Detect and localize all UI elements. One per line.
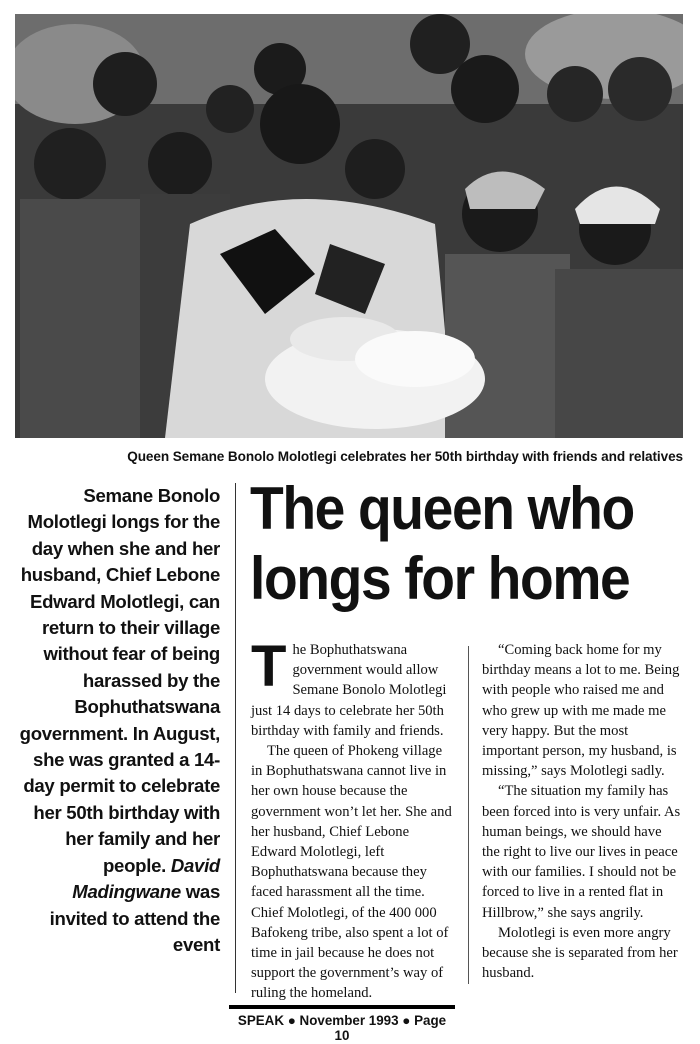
article-column-2 bbox=[482, 640, 682, 983]
headline bbox=[250, 474, 655, 614]
standfirst-ending: was invited to attend the event bbox=[49, 881, 220, 955]
standfirst bbox=[10, 483, 220, 958]
drop-cap: T bbox=[251, 634, 287, 699]
paragraph: The queen of Phokeng village in Bophuthatswana cannot live in her own house because the government won’t let her. She and her husband, Chief Lebone Edward Molotlegi, left Bophuthatswana because they faced harassment all the time. Chief Molotlegi, of the 400 000 Bafokeng tribe, also spent a lot of time in jail because he does not support the government’s way of ruling the homeland. bbox=[251, 743, 452, 1002]
column-divider bbox=[468, 646, 469, 984]
headline-line-2: longs for home bbox=[250, 545, 630, 612]
article-column-1 bbox=[251, 634, 456, 1004]
group-photo bbox=[15, 14, 683, 438]
paragraph: “Coming back home for my birthday means a lot to me. Being with people who raised me and who grew up with me made me very happy. But the most important person, my husband, is missing,” says Molotlegi sadly. bbox=[482, 642, 680, 780]
byline: David Madingwane bbox=[72, 854, 220, 903]
paragraph: “The situation my family has been forced into is very unfair. As human beings, we should have the right to live our lives in peace with our families. I should not be forced to live in a rented flat in Hillbrow,” she says angrily. bbox=[482, 783, 681, 921]
photo-caption: Queen Semane Bonolo Molotlegi celebrates her 50th birthday with friends and relatives bbox=[127, 449, 683, 464]
headline-line-1: The queen who bbox=[250, 475, 634, 542]
standfirst-text: Semane Bonolo Molotlegi longs for the day when she and her husband, Chief Lebone Edward Molotlegi, can return to their village without fear of being harassed by the Bophuthatswana government. In August, she was granted a 14-day permit to celebrate her 50th birthday with her family and her people. bbox=[19, 485, 220, 876]
page-footer: SPEAK ● November 1993 ● Page 10 bbox=[237, 1013, 447, 1043]
footer-bar bbox=[229, 1005, 455, 1009]
vertical-divider bbox=[235, 483, 236, 993]
paragraph bbox=[251, 634, 456, 741]
paragraph: Molotlegi is even more angry because she is separated from her husband. bbox=[482, 924, 678, 982]
paragraph-text: he Bophuthatswana government would allow Semane Bonolo Molotlegi just 14 days to celebrate her 50th birthday with family and friends. bbox=[251, 642, 447, 739]
photo-illustration bbox=[15, 14, 683, 438]
